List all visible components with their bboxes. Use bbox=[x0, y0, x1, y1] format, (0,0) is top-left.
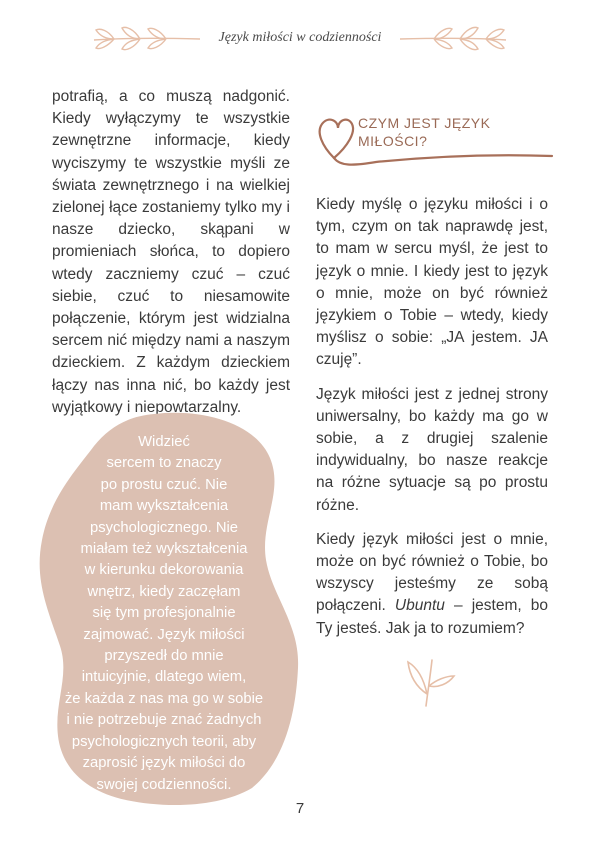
pull-quote bbox=[34, 432, 294, 796]
quote-line: zaprosić język miłości do bbox=[82, 755, 246, 772]
left-column bbox=[52, 86, 290, 419]
page-number: 7 bbox=[295, 800, 305, 817]
section-heading: CZYM JEST JĘZYK MIŁOŚCI? bbox=[358, 115, 491, 149]
quote-line: sercem to znaczy bbox=[106, 455, 222, 472]
body-paragraph: Język miłości jest z jednej strony uniwersalny, bo każdy ma go w sobie, a z drugiej szalenie indywidualny, bo nasze reakcje na różne sytuacje są po prostu różne. bbox=[316, 385, 548, 514]
body-paragraph: Kiedy myślę o języku miłości i o tym, czym on tak naprawdę jest, to mam w sercu myśl, że jest to język o mnie. I kiedy jest to język o mnie, może on być również językiem o Tobie – wtedy, kiedy myślisz o sobie: „JA jestem. JA czuję”. bbox=[316, 196, 548, 369]
quote-line: wnętrz, kiedy zaczęłam bbox=[87, 583, 241, 600]
quote-line: swojej codzienności. bbox=[96, 776, 232, 793]
page-header bbox=[0, 14, 600, 60]
quote-line: się tym profesjonalnie bbox=[92, 605, 236, 622]
paragraph-text: – jestem, bo Ty jesteś. Jak ja to rozumiem? bbox=[316, 597, 549, 637]
quote-line: Widzieć bbox=[138, 434, 190, 450]
right-sprig-icon bbox=[398, 20, 508, 56]
quote-line: w kierunku dekorowania bbox=[84, 562, 244, 579]
quote-line: psychologicznego. Nie bbox=[89, 519, 239, 536]
quote-line: miałam też wykształcenia bbox=[80, 541, 248, 558]
quote-line: mam wykształcenia bbox=[99, 498, 229, 515]
quote-line: przyszedł do mnie bbox=[104, 648, 224, 665]
body-paragraph: potrafią, a co muszą nadgonić. Kiedy wyłączymy te wszystkie zewnętrzne informacje, kiedy wyciszymy te wszystkie myśli ze świata zewnętrznego i na wielkiej zielonej łące zostaniemy tylko my i nasze dziecko, skąpani w promieniach słońca, to dopiero wtedy zaczniemy czuć – czuć siebie, czuć to niesamowite połączenie, którym jest widzialna sercem nić między nami a naszym dzieckiem. Z każdym dzieckiem łączy nas inna nić, bo każdy jest wyjątkowy i niepowtarzalny. bbox=[52, 88, 290, 416]
quote-line: i nie potrzebuje znać żadnych bbox=[66, 712, 262, 729]
body-paragraph bbox=[316, 529, 548, 640]
right-column bbox=[316, 194, 548, 652]
leaf-sprig-icon bbox=[400, 650, 460, 710]
emphasized-word: Ubuntu bbox=[394, 597, 445, 615]
running-title: Język miłości w codzienności bbox=[218, 30, 382, 45]
section-heading-block bbox=[316, 108, 556, 170]
quote-line: zajmować. Język miłości bbox=[83, 626, 245, 643]
quote-line: intuicyjnie, dlatego wiem, bbox=[81, 669, 247, 686]
paragraph-text: Kiedy język miłości jest o mnie, może on być również o Tobie, bo wszyscy jesteśmy ze sobą połączeni. bbox=[316, 530, 548, 615]
quote-line: po prostu czuć. Nie bbox=[100, 476, 228, 493]
quote-line: psychologicznych teorii, aby bbox=[71, 733, 257, 750]
quote-line: że każda z nas ma go w sobie bbox=[64, 690, 264, 707]
